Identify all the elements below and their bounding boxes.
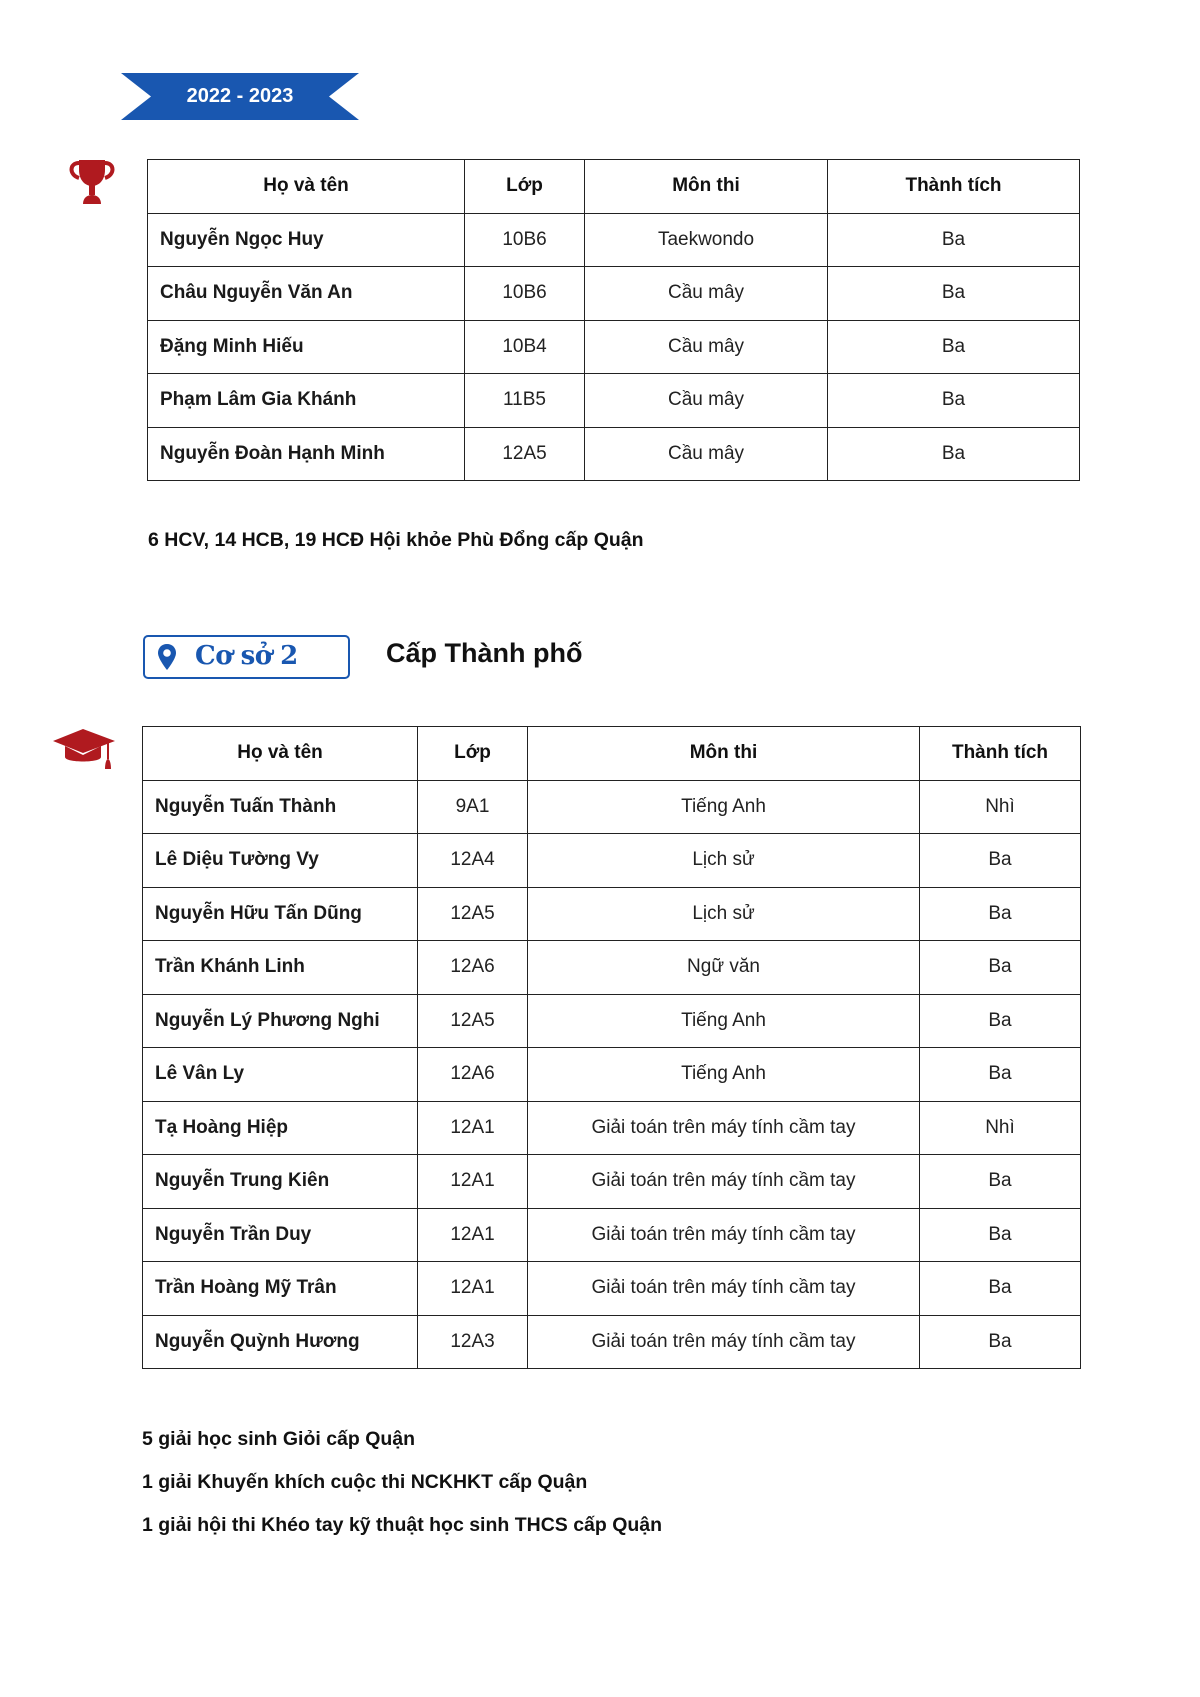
result: Ba [920, 1155, 1081, 1209]
student-name: Nguyễn Đoàn Hạnh Minh [148, 427, 465, 481]
table-row [148, 267, 1080, 321]
table-row [143, 780, 1081, 834]
table-row [143, 1048, 1081, 1102]
student-class: 12A6 [418, 1048, 528, 1102]
student-name: Nguyễn Trần Duy [143, 1208, 418, 1262]
table-header-row [148, 160, 1080, 214]
table-row [143, 1155, 1081, 1209]
result: Ba [920, 887, 1081, 941]
subject: Cầu mây [585, 427, 828, 481]
result: Ba [828, 427, 1080, 481]
result: Ba [828, 374, 1080, 428]
result: Nhì [920, 780, 1081, 834]
table-row [143, 1262, 1081, 1316]
column-header-name: Họ và tên [143, 727, 418, 781]
student-class: 12A4 [418, 834, 528, 888]
sports-summary: 6 HCV, 14 HCB, 19 HCĐ Hội khỏe Phù Đổng cấp Quận [148, 529, 644, 551]
result: Ba [920, 1048, 1081, 1102]
student-name: Nguyễn Trung Kiên [143, 1155, 418, 1209]
subject: Tiếng Anh [528, 994, 920, 1048]
subject: Lịch sử [528, 834, 920, 888]
student-name: Nguyễn Quỳnh Hương [143, 1315, 418, 1369]
student-name: Nguyễn Hữu Tấn Dũng [143, 887, 418, 941]
table-row [143, 994, 1081, 1048]
table-row [148, 213, 1080, 267]
column-header-subject: Môn thi [585, 160, 828, 214]
achievements-table-2 [142, 726, 1081, 1369]
result: Ba [828, 320, 1080, 374]
student-name: Phạm Lâm Gia Khánh [148, 374, 465, 428]
column-header-subject: Môn thi [528, 727, 920, 781]
student-name: Nguyễn Lý Phương Nghi [143, 994, 418, 1048]
result: Ba [920, 941, 1081, 995]
subject: Giải toán trên máy tính cầm tay [528, 1155, 920, 1209]
student-class: 12A1 [418, 1155, 528, 1209]
table-row [148, 427, 1080, 481]
subject: Ngữ văn [528, 941, 920, 995]
subject: Tiếng Anh [528, 780, 920, 834]
student-name: Đặng Minh Hiếu [148, 320, 465, 374]
subject: Giải toán trên máy tính cầm tay [528, 1315, 920, 1369]
achievements-table-1 [147, 159, 1080, 481]
table-row [148, 374, 1080, 428]
result: Ba [920, 1262, 1081, 1316]
student-class: 12A5 [465, 427, 585, 481]
trophy-icon [67, 158, 117, 206]
graduation-cap-icon [53, 727, 117, 771]
result: Ba [828, 267, 1080, 321]
student-name: Tạ Hoàng Hiệp [143, 1101, 418, 1155]
student-class: 12A5 [418, 994, 528, 1048]
column-header-class: Lớp [418, 727, 528, 781]
subject: Cầu mây [585, 374, 828, 428]
subject: Giải toán trên máy tính cầm tay [528, 1208, 920, 1262]
student-class: 12A1 [418, 1101, 528, 1155]
column-header-class: Lớp [465, 160, 585, 214]
student-class: 12A1 [418, 1208, 528, 1262]
subject: Giải toán trên máy tính cầm tay [528, 1101, 920, 1155]
table-row [148, 320, 1080, 374]
result: Ba [828, 213, 1080, 267]
student-name: Nguyễn Ngọc Huy [148, 213, 465, 267]
result: Ba [920, 1208, 1081, 1262]
student-class: 11B5 [465, 374, 585, 428]
student-name: Trần Hoàng Mỹ Trân [143, 1262, 418, 1316]
column-header-result: Thành tích [920, 727, 1081, 781]
result: Nhì [920, 1101, 1081, 1155]
table-row [143, 1208, 1081, 1262]
table-row [143, 1315, 1081, 1369]
subject: Tiếng Anh [528, 1048, 920, 1102]
student-class: 10B6 [465, 267, 585, 321]
student-class: 12A3 [418, 1315, 528, 1369]
subject: Giải toán trên máy tính cầm tay [528, 1262, 920, 1316]
year-label: 2022 - 2023 [186, 85, 294, 107]
student-name: Trần Khánh Linh [143, 941, 418, 995]
award-note: 1 giải hội thi Khéo tay kỹ thuật học sinh THCS cấp Quận [142, 1514, 663, 1536]
table-row [143, 887, 1081, 941]
result: Ba [920, 994, 1081, 1048]
student-name: Lê Diệu Tường Vy [143, 834, 418, 888]
student-class: 12A1 [418, 1262, 528, 1316]
result: Ba [920, 1315, 1081, 1369]
table-header-row [143, 727, 1081, 781]
subject: Lịch sử [528, 887, 920, 941]
map-pin-icon [157, 643, 177, 671]
student-name: Lê Vân Ly [143, 1048, 418, 1102]
student-class: 12A6 [418, 941, 528, 995]
student-class: 10B4 [465, 320, 585, 374]
result: Ba [920, 834, 1081, 888]
table-row [143, 941, 1081, 995]
award-note: 5 giải học sinh Giỏi cấp Quận [142, 1428, 416, 1450]
table-row [143, 1101, 1081, 1155]
table-row [143, 834, 1081, 888]
year-banner [121, 73, 359, 120]
award-note: 1 giải Khuyến khích cuộc thi NCKHKT cấp Quận [142, 1471, 588, 1493]
campus-tag [143, 635, 350, 679]
column-header-result: Thành tích [828, 160, 1080, 214]
student-class: 12A5 [418, 887, 528, 941]
student-name: Châu Nguyễn Văn An [148, 267, 465, 321]
student-name: Nguyễn Tuấn Thành [143, 780, 418, 834]
subject: Cầu mây [585, 320, 828, 374]
level-title: Cấp Thành phố [386, 638, 583, 668]
column-header-name: Họ và tên [148, 160, 465, 214]
subject: Taekwondo [585, 213, 828, 267]
student-class: 9A1 [418, 780, 528, 834]
student-class: 10B6 [465, 213, 585, 267]
subject: Cầu mây [585, 267, 828, 321]
campus-label: Cơ sở 2 [195, 641, 298, 671]
